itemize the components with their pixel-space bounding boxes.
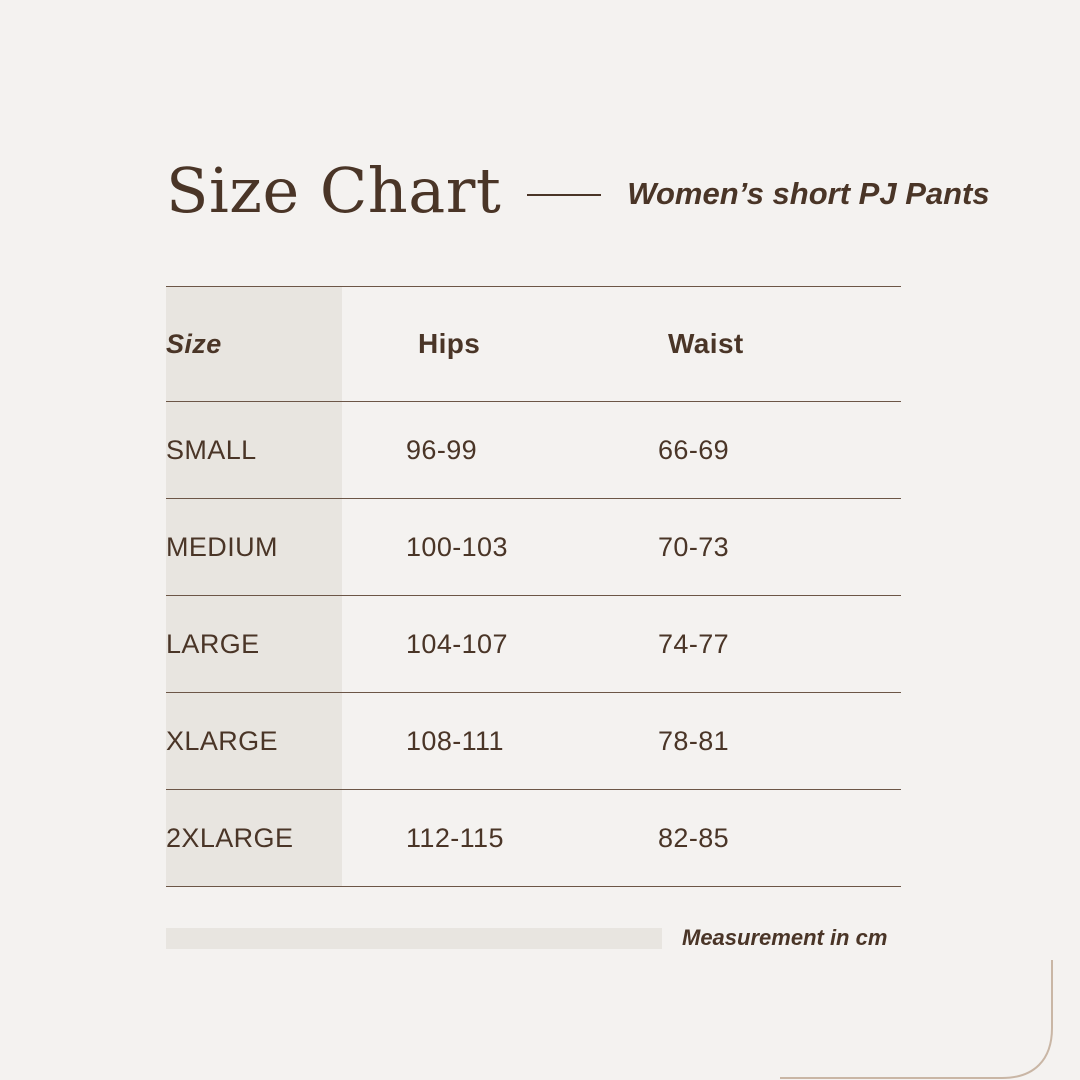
column-header-hips: Hips: [342, 287, 596, 402]
cell-hips: 100-103: [342, 499, 596, 596]
cell-size: SMALL: [166, 402, 342, 499]
table-header: [166, 287, 901, 402]
cell-size: 2XLARGE: [166, 790, 342, 887]
cell-size: XLARGE: [166, 693, 342, 790]
page-header: [166, 154, 1066, 227]
table-row: [166, 693, 901, 790]
table-row: [166, 790, 901, 887]
table-body: [166, 402, 901, 887]
cell-hips: 108-111: [342, 693, 596, 790]
page-footer: [166, 925, 1066, 951]
column-header-waist: Waist: [596, 287, 901, 402]
table-row: [166, 402, 901, 499]
cell-waist: 66-69: [596, 402, 901, 499]
table-row: [166, 596, 901, 693]
title-divider-rule: [527, 194, 601, 196]
cell-size: LARGE: [166, 596, 342, 693]
page-title: Size Chart: [166, 154, 502, 227]
corner-decoration: [780, 960, 1080, 1080]
cell-waist: 70-73: [596, 499, 901, 596]
table-header-row: [166, 287, 901, 402]
cell-size: MEDIUM: [166, 499, 342, 596]
table-row: [166, 499, 901, 596]
cell-waist: 78-81: [596, 693, 901, 790]
cell-hips: 104-107: [342, 596, 596, 693]
cell-waist: 74-77: [596, 596, 901, 693]
corner-curve-icon: [780, 960, 1080, 1080]
page-subtitle: Women’s short PJ Pants: [627, 176, 990, 211]
cell-hips: 112-115: [342, 790, 596, 887]
footer-decorative-bar: [166, 928, 662, 949]
cell-waist: 82-85: [596, 790, 901, 887]
size-table: [166, 286, 901, 887]
measurement-unit-note: Measurement in cm: [682, 925, 888, 950]
cell-hips: 96-99: [342, 402, 596, 499]
size-table-container: [166, 286, 901, 887]
column-header-size: Size: [166, 287, 342, 402]
